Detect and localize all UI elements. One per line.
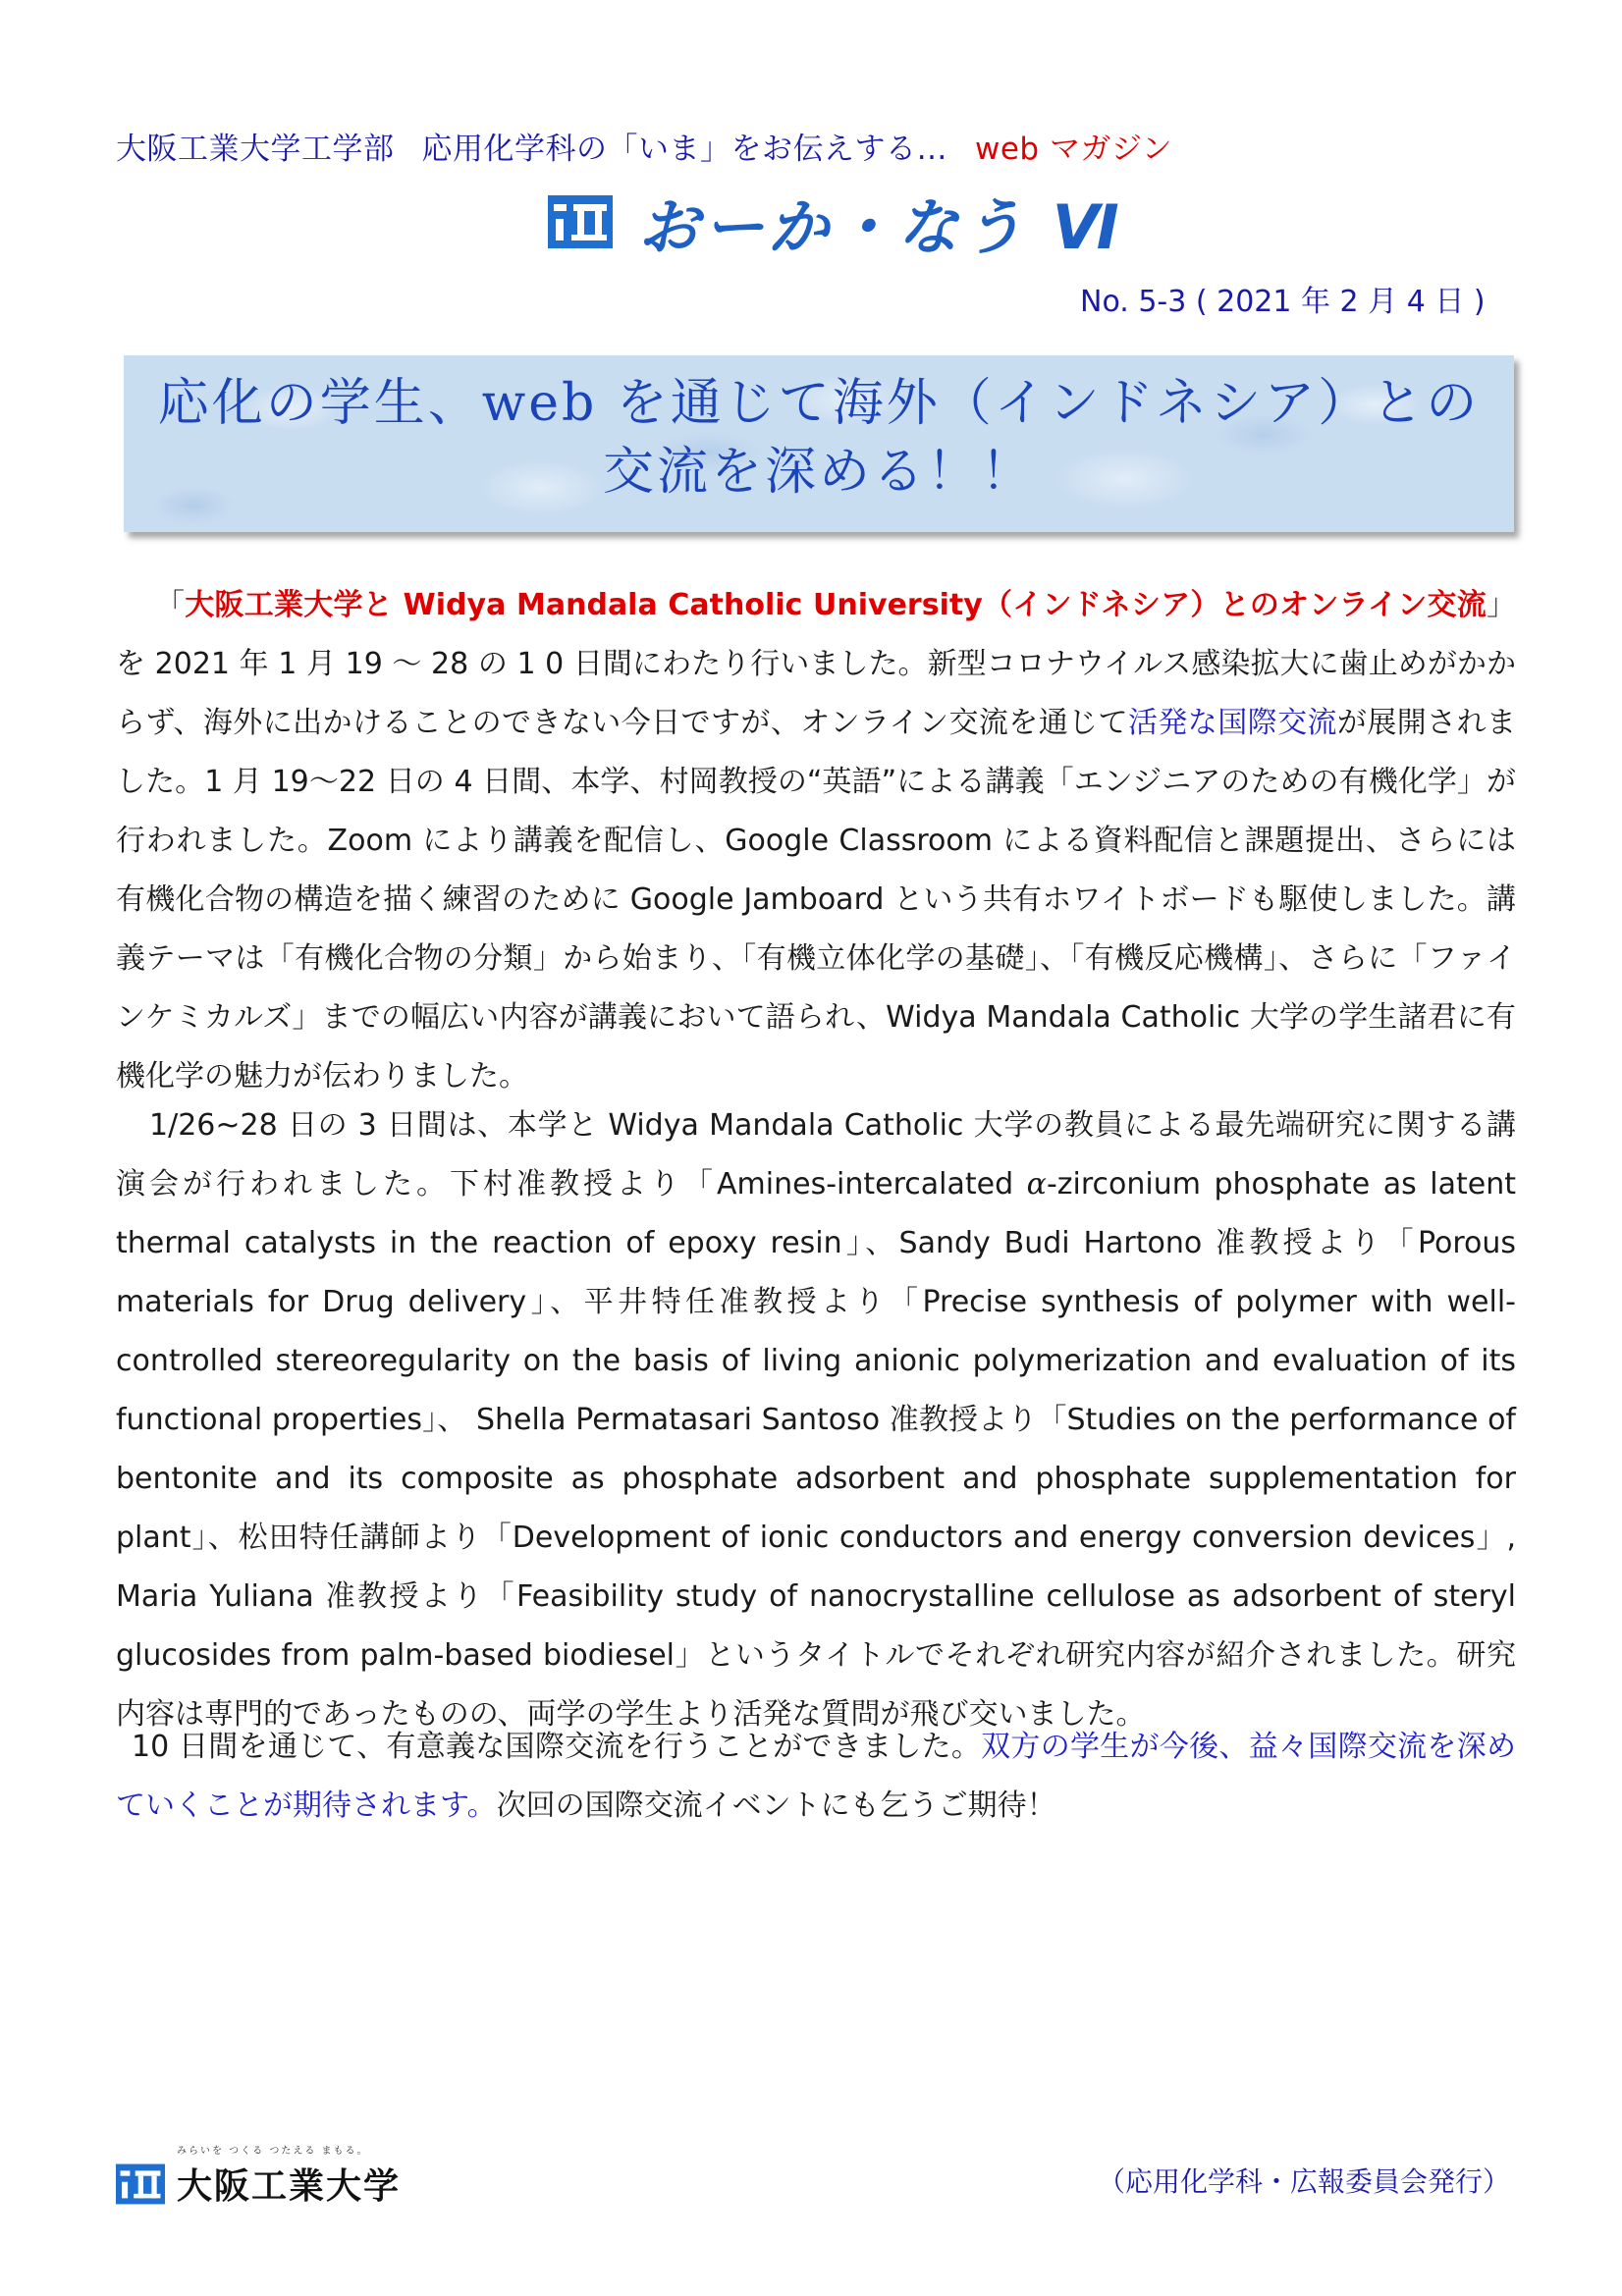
paragraph-2-text-a: 1/26~28 日の 3 日間は、本学と Widya Mandala Catholic 大学の教員による最先端研究に関する講演会が行われました。下村准教授より「Amines-intercalated bbox=[116, 1108, 1516, 1201]
footer-university-name: 大阪工業大学 bbox=[177, 2166, 402, 2207]
magazine-name: おーか・なう Ⅵ bbox=[638, 190, 1123, 263]
headline-line-2: 交流を深める！！ bbox=[602, 443, 1035, 502]
headline-banner bbox=[124, 355, 1514, 532]
paragraph-2-text-b: -zirconium phosphate as latent thermal catalysts in the reaction of epoxy resin」、Sandy Budi Hartono 准教授より「Porous materials for Drug delivery」、平井特任准教授より「Precise synthesis of polymer with well-controlled stereoregularity on the basis of living anionic polymerization and evaluation of its functional properties」、 Shella Permatasari Santoso 准教授より「Studies on the performance of bentonite and its composite as phosphate adsorbent and phosphate supplementation for plant」、松田特任講師より「Development of ionic conductors and energy conversion devices」, Maria Yuliana 准教授より「Feasibility study of nanocrystalline cellulose as adsorbent of steryl glucosides from palm-based biodiesel」というタイトルでそれぞれ研究内容が紹介されました。研究内容は専門的であったものの、両学の学生より活発な質問が飛び交いました。 bbox=[116, 1167, 1516, 1732]
magazine-title bbox=[548, 183, 1123, 261]
publisher-note: （応用化学科・広報委員会発行） bbox=[1098, 2165, 1511, 2198]
oit-logo-icon bbox=[116, 2160, 165, 2209]
paragraph-1-text-a: を 2021 年 1 月 19 ～ 28 の 1 0 日間にわたり行いました。新型コロナウイルス感染拡大に歯止めがかからず、海外に出かけることのできない今日ですが、オンライン交流を通じて bbox=[116, 647, 1516, 740]
quote-open: 「 bbox=[155, 588, 186, 622]
article-paragraph-2 bbox=[116, 1096, 1516, 1744]
paragraph-3-emphasis: 双方の学生が今後、益々国際交流を深めていくことが期待されます。 bbox=[116, 1730, 1517, 1823]
issue-number-date: No. 5-3 ( 2021 年 2 月 4 日 ) bbox=[1080, 285, 1486, 319]
header-faculty: 大阪工業大学工学部 bbox=[116, 132, 395, 167]
paragraph-3-text-a: 10 日間を通じて、有意義な国際交流を行うことができました。 bbox=[132, 1730, 982, 1764]
alpha-symbol: α bbox=[1026, 1167, 1047, 1201]
paragraph-1-text-b: が展開されました。1 月 19～22 日の 4 日間、本学、村岡教授の“英語”による講義「エンジニアのための有機化学」が行われました。Zoom により講義を配信し、Google Classroom による資料配信と課題提出、さらには有機化合物の構造を描く練習のために Google Jamboard という共有ホワイトボードも駆使しました。講義テーマは「有機化合物の分類」から始まり、「有機立体化学の基礎」、「有機反応機構」、さらに「ファインケミカルズ」までの幅広い内容が講義において語られ、Widya Mandala Catholic 大学の学生諸君に有機化学の魅力が伝わりました。 bbox=[116, 706, 1517, 1094]
paragraph-3-text-b: 次回の国際交流イベントにも乞うご期待！ bbox=[496, 1789, 1056, 1823]
quote-close: 」 bbox=[1487, 588, 1516, 622]
header-tagline: 応用化学科の「いま」をお伝えする… bbox=[421, 132, 947, 167]
footer-tagline: みらいを つくる つたえる まもる。 bbox=[177, 2146, 369, 2157]
article-paragraph-3 bbox=[116, 1718, 1516, 1836]
footer-university-logo bbox=[116, 2140, 401, 2209]
header-line bbox=[116, 124, 1510, 168]
paragraph-1-emphasis: 活発な国際交流 bbox=[1127, 706, 1337, 740]
header-web-magazine: web マガジン bbox=[975, 132, 1173, 167]
headline-line-1: 応化の学生、web を通じて海外（インドネシア）との bbox=[157, 374, 1481, 433]
exchange-title-highlight: 大阪工業大学と Widya Mandala Catholic University（インドネシア）とのオンライン交流 bbox=[185, 588, 1487, 622]
article-paragraph-1 bbox=[116, 576, 1516, 1106]
oit-logo-icon bbox=[548, 195, 613, 248]
